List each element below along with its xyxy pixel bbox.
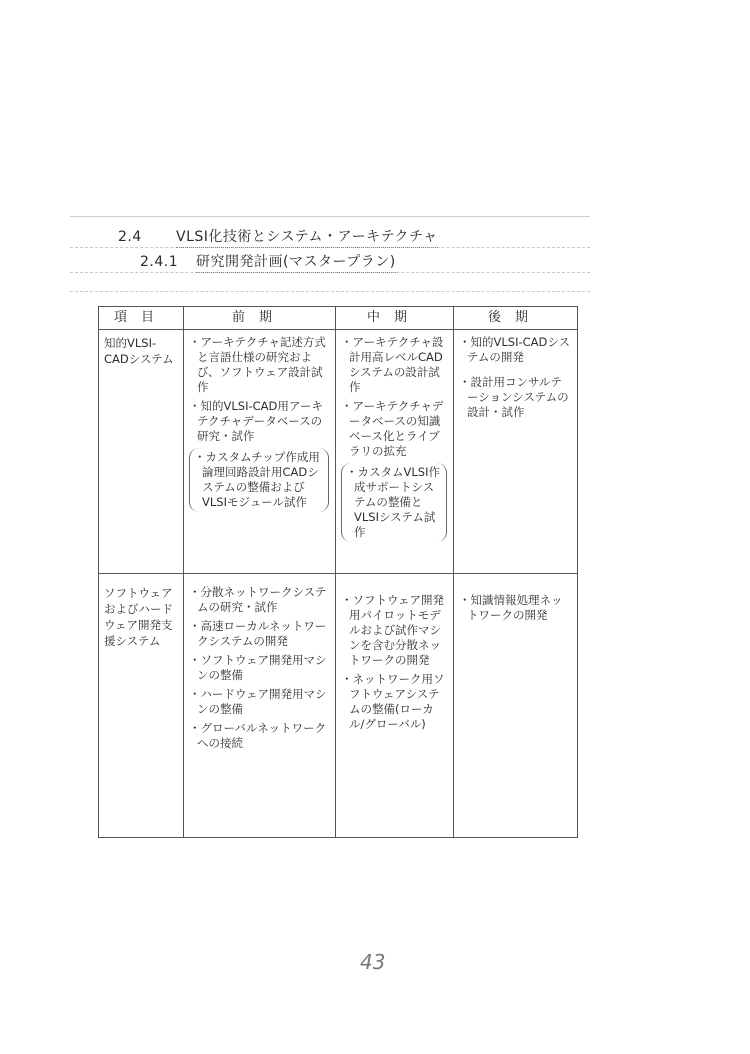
row1-early-item: ・ アーキテクチャ記述方式と言語仕様の研究および、ソフトウェア設計試作 bbox=[189, 335, 329, 395]
section-number: 2.4 bbox=[118, 229, 142, 245]
row2-late-item: ・ 知識情報処理ネットワークの開発 bbox=[459, 593, 571, 623]
row2-early-item: ・ ハードウェア開発用マシンの整備 bbox=[189, 687, 329, 717]
subsection-number: 2.4.1 bbox=[140, 254, 179, 270]
row1-early-item: ・ カスタムチップ作成用論理回路設計用CADシステムの整備およびVLSIモジュール試作 bbox=[189, 448, 329, 512]
row1-late-item: ・ 設計用コンサルテーションシステムの設計・試作 bbox=[459, 375, 571, 420]
row1-early-item: ・ 知的VLSI-CAD用アーキテクチャデータベースの研究・試作 bbox=[189, 399, 329, 444]
header-middle: 中期 bbox=[366, 310, 421, 325]
row2-early bbox=[189, 585, 329, 755]
row1-middle-item: ・ アーキテクチャデータベースの知識ベース化とライブラリの拡充 bbox=[341, 399, 447, 459]
row2-early-item: ・ グローバルネットワークへの接続 bbox=[189, 721, 329, 751]
subsection-heading bbox=[140, 251, 396, 271]
row2-middle-item: ・ ネットワーク用ソフトウェアシステムの整備(ローカル/グローバル) bbox=[341, 672, 447, 732]
header-late: 後期 bbox=[487, 310, 542, 325]
header-item: 項目 bbox=[113, 310, 168, 325]
ruled-line bbox=[70, 216, 590, 217]
section-heading bbox=[118, 226, 438, 246]
row1-middle-item: ・ アーキテクチャ設計用高レベルCADシステムの設計試作 bbox=[341, 335, 447, 395]
row2-early-item: ・ 高速ローカルネットワークシステムの開発 bbox=[189, 619, 329, 649]
row2-middle-item: ・ ソフトウェア開発用パイロットモデルおよび試作マシンを含む分散ネットワークの開発 bbox=[341, 593, 447, 668]
section-title: VLSI化技術とシステム・アーキテクチャ bbox=[176, 229, 438, 248]
subsection-title: 研究開発計画(マスタープラン) bbox=[196, 254, 396, 273]
row1-late-item: ・ 知的VLSI-CADシステムの開発 bbox=[459, 335, 571, 365]
master-plan-table bbox=[98, 306, 578, 838]
row1-early bbox=[189, 335, 329, 516]
header-early: 前期 bbox=[231, 310, 286, 325]
row2-late bbox=[459, 593, 571, 627]
column-divider bbox=[453, 307, 454, 837]
header-divider bbox=[99, 329, 577, 330]
column-divider bbox=[183, 307, 184, 837]
column-divider bbox=[335, 307, 336, 837]
page-number: 43 bbox=[360, 950, 386, 974]
row1-middle-item: ・ カスタムVLSI作成サポートシステムの整備とVLSIシステム試作 bbox=[341, 463, 447, 542]
ruled-line bbox=[70, 291, 590, 292]
row2-middle bbox=[341, 593, 447, 736]
row1-item: 知的VLSI-CADシステム bbox=[104, 336, 174, 366]
row2-early-item: ・ 分散ネットワークシステムの研究・試作 bbox=[189, 585, 329, 615]
row1-late bbox=[459, 335, 571, 424]
row2-item: ソフトウェアおよびハードウェア開発支援システム bbox=[104, 586, 173, 648]
row2-early-item: ・ ソフトウェア開発用マシンの整備 bbox=[189, 653, 329, 683]
row1-middle bbox=[341, 335, 447, 546]
row-divider bbox=[99, 573, 577, 574]
